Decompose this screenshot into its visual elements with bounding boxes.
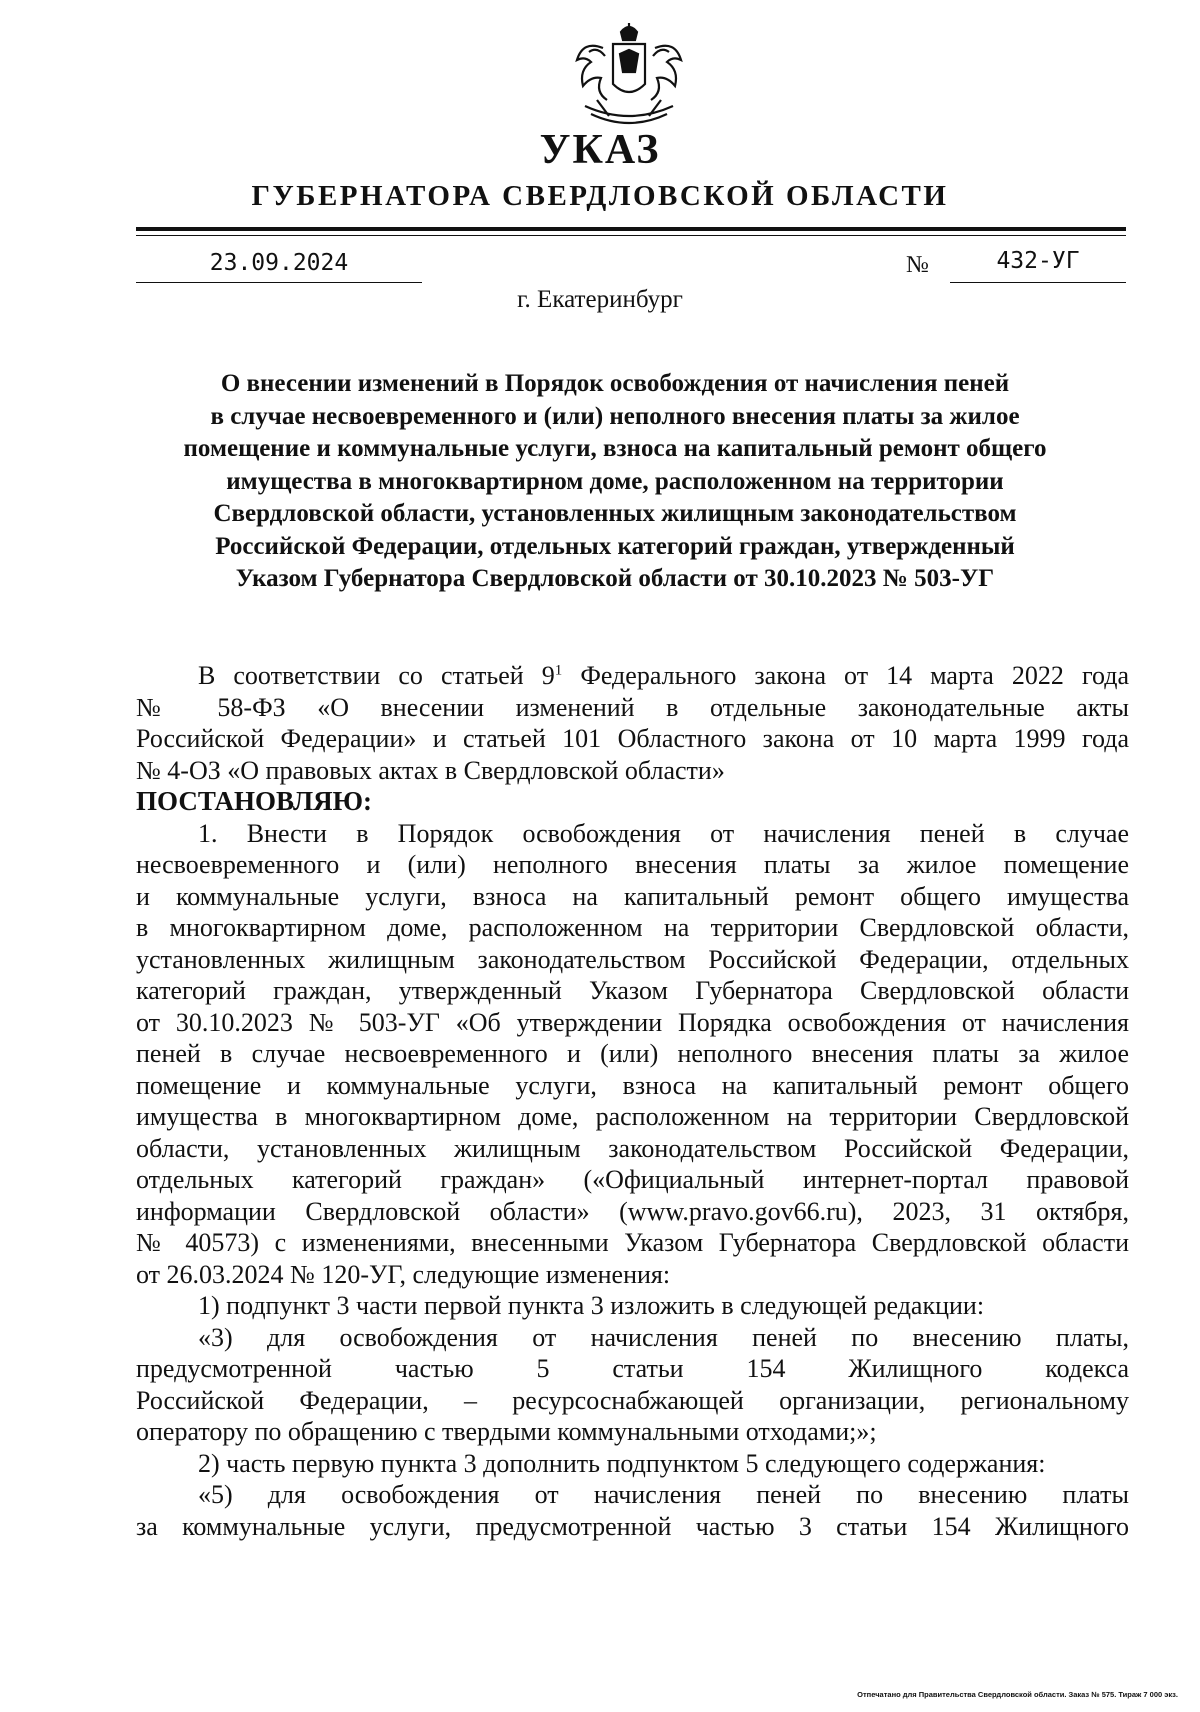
body-line: и коммунальные услуги, взноса на капитальный ремонт общего имущества [136,881,1129,911]
decree-title: УКАЗ [539,127,661,173]
body-line: за коммунальные услуги, предусмотренной частью 3 статьи 154 Жилищного [136,1511,1129,1541]
number-sign: № [906,252,929,278]
body-line: пеней в случае несвоевременного и (или) неполного внесения платы за жилое [136,1039,1129,1068]
body-line: 1. Внести в Порядок освобождения от начисления пеней в случае [198,818,1129,848]
body-line: в многоквартирном доме, расположенном на территории Свердловской области, [136,913,1129,942]
body-line: области, установленных жилищным законодательством Российской Федерации, [136,1133,1129,1163]
body-line: помещение и коммунальные услуги, взноса на капитальный ремонт общего [136,1070,1129,1100]
city: г. Екатеринбург [517,286,683,313]
header-rule-thick [136,227,1126,231]
document-title-line: имущества в многоквартирном доме, расположенном на территории [226,467,1004,495]
document-body [136,660,1129,1542]
decree-date: 23.09.2024 [136,248,422,283]
body-line: предусмотренной частью 5 статьи 154 Жилищного кодекса [136,1354,1129,1383]
body-line: информации Свердловской области» (www.pravo.gov66.ru), 2023, 31 октября, [136,1196,1129,1226]
document-title-line: в случае несвоевременного и (или) неполного внесения платы за жилое [210,402,1020,430]
decree-number: 432-УГ [950,246,1126,283]
body-line: несвоевременного и (или) неполного внесения платы за жилое помещение [136,850,1129,879]
body-line: № 40573) с изменениями, внесенными Указом Губернатора Свердловской области [136,1228,1129,1257]
article-superscript: 1 [554,662,563,679]
body-line: имущества в многоквартирном доме, расположенном на территории Свердловской [136,1102,1129,1131]
body-line: «3) для освобождения от начисления пеней по внесению платы, [198,1322,1129,1352]
body-line: оператору по обращению с твердыми коммунальными отходами;»; [136,1417,877,1446]
body-line: Российской Федерации, – ресурсоснабжающей организации, региональному [136,1385,1129,1415]
body-line: отдельных категорий граждан» («Официальный интернет-портал правовой [136,1165,1129,1194]
document-title-line: помещение и коммунальные услуги, взноса на капитальный ремонт общего [183,435,1047,462]
body-line: от 26.03.2024 № 120-УГ, следующие изменения: [136,1259,671,1289]
document-title-line: Свердловской области, установленных жилищным законодательством [213,500,1017,527]
body-line: от 30.10.2023 № 503-УГ «Об утверждении Порядка освобождения от начисления [136,1007,1129,1037]
preamble-line [136,660,1129,692]
body-line: установленных жилищным законодательством Российской Федерации, отдельных [136,944,1129,974]
preamble-line: Российской Федерации» и статьей 101 Областного закона от 10 марта 1999 года [136,724,1129,753]
print-imprint: Отпечатано для Правительства Свердловской области. Заказ № 575. Тираж 7 000 экз. [857,1690,1178,1699]
body-line: 1) подпункт 3 части первой пункта 3 изложить в следующей редакции: [198,1291,985,1320]
body-line: 2) часть первую пункта 3 дополнить подпунктом 5 следующего содержания: [198,1448,1046,1478]
body-line: категорий граждан, утвержденный Указом Губернатора Свердловской области [136,976,1129,1005]
header-rule-thin [136,235,1126,236]
issuer-title: ГУБЕРНАТОРА СВЕРДЛОВСКОЙ ОБЛАСТИ [251,180,949,212]
document-title-line: Российской Федерации, отдельных категорий граждан, утвержденный [215,532,1015,560]
body-line: «5) для освобождения от начисления пеней по внесению платы [198,1480,1129,1509]
decree-heading: ПОСТАНОВЛЯЮ: [136,786,372,816]
document-title [120,368,1110,596]
preamble-line: № 58-ФЗ «О внесении изменений в отдельные законодательные акты [136,692,1129,722]
coat-of-arms-icon [563,22,695,134]
preamble-text: В соответствии со статьей 9 [198,661,555,690]
preamble-line: № 4-ОЗ «О правовых актах в Свердловской области» [136,755,725,785]
preamble-text: Федерального закона от 14 марта 2022 года [562,661,1129,690]
document-title-line: Указом Губернатора Свердловской области от 30.10.2023 № 503-УГ [235,565,995,592]
document-title-line: О внесении изменений в Порядок освобождения от начисления пеней [220,370,1010,397]
